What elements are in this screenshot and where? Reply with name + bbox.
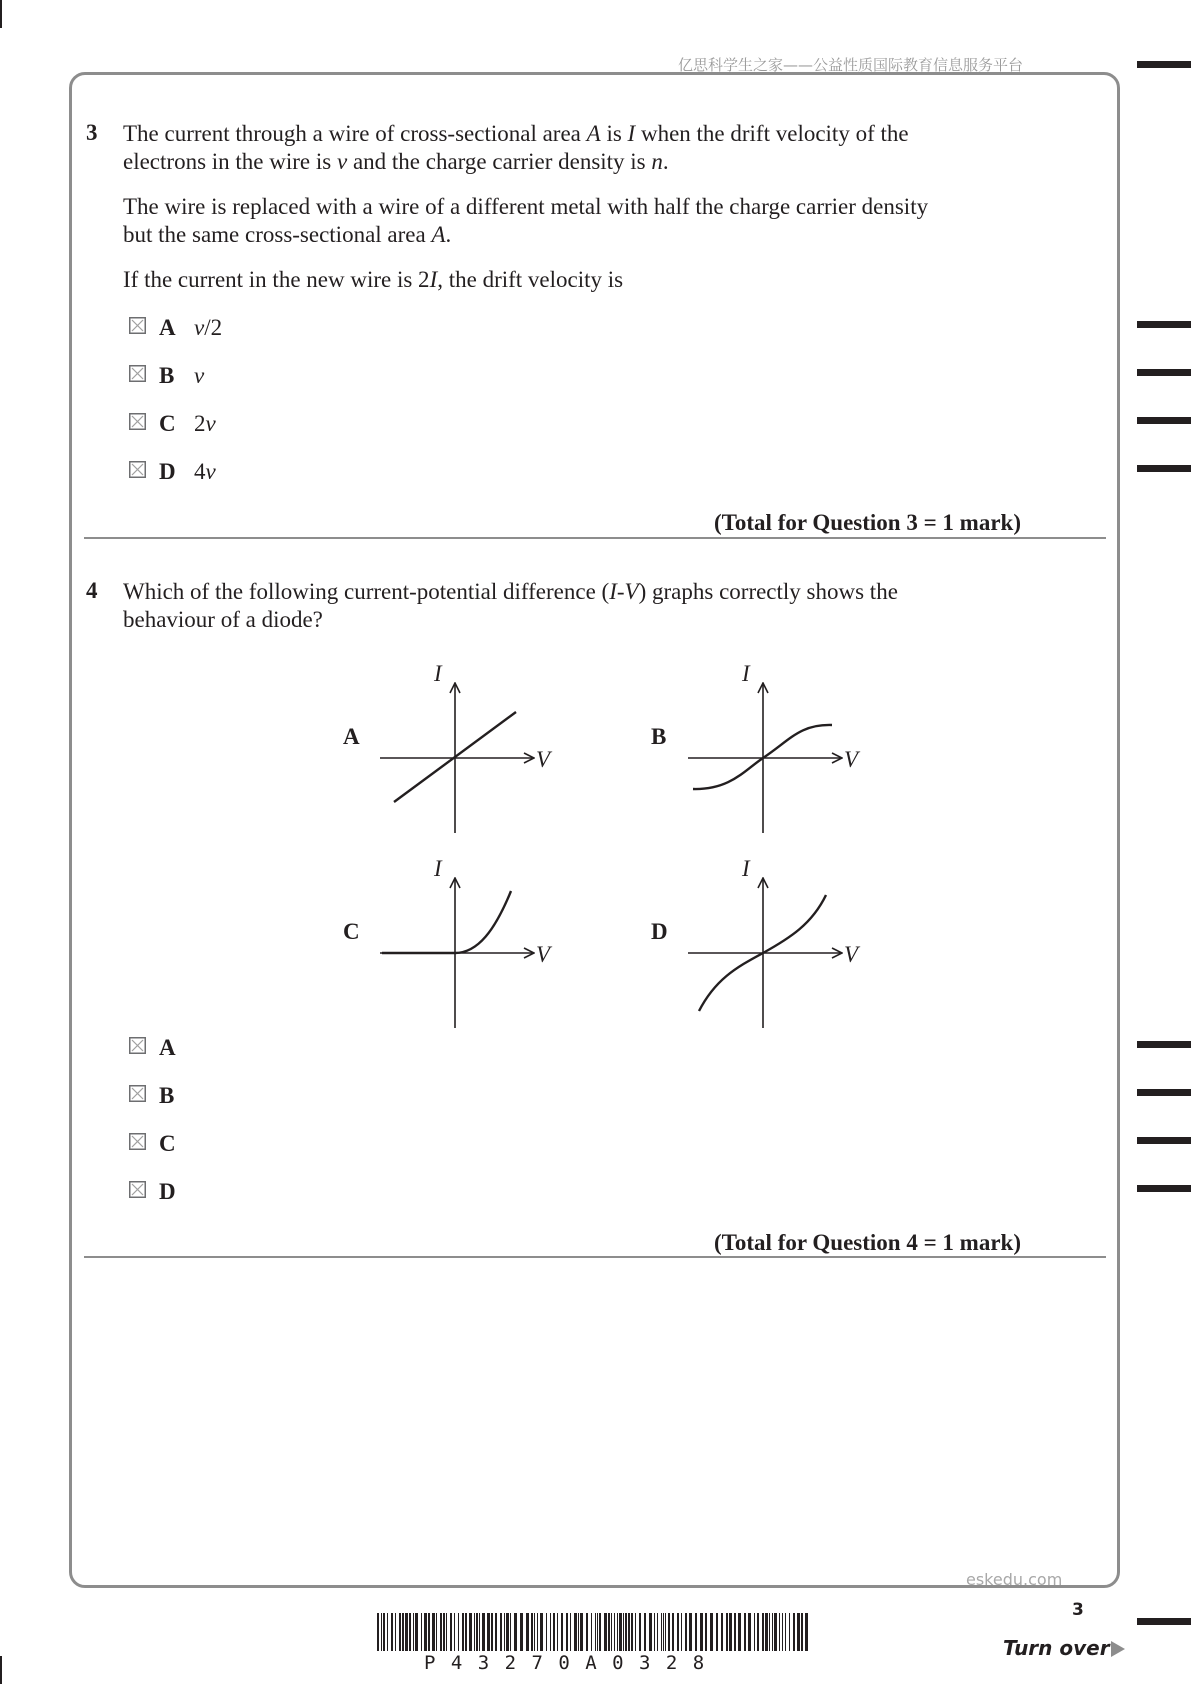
header-watermark: 亿思科学生之家——公益性质国际教育信息服务平台 (678, 56, 1024, 74)
checkbox-icon[interactable] (129, 1085, 146, 1102)
barcode-bar (531, 1613, 533, 1651)
barcode-bar (377, 1613, 379, 1651)
barcode-bar (657, 1613, 658, 1651)
option-text: v/2 (194, 315, 223, 340)
barcode-bar (805, 1613, 808, 1651)
barcode-bar (432, 1613, 435, 1651)
page-number: 3 (1072, 1600, 1084, 1620)
barcode-bar (546, 1613, 547, 1651)
barcode-bar (395, 1613, 396, 1651)
option-text: v (194, 363, 205, 388)
barcode-bar (744, 1613, 746, 1651)
barcode-bar (595, 1613, 596, 1651)
question-text: Which of the following current-potential difference (I-V) graphs correctly shows the (123, 579, 898, 604)
barcode-bar (415, 1613, 418, 1651)
graph-label: C (343, 919, 360, 944)
graph-b-x-label: V (844, 747, 859, 772)
barcode-bar (738, 1613, 741, 1651)
barcode-bar (462, 1613, 464, 1651)
checkbox-icon[interactable] (129, 1037, 146, 1054)
barcode-bar (611, 1613, 612, 1651)
question-text: electrons in the wire is v and the charge carrier density is n. (123, 149, 669, 174)
barcode-bar (685, 1613, 687, 1651)
option-letter: B (159, 363, 175, 388)
barcode-bar (631, 1613, 633, 1651)
barcode (375, 1613, 813, 1657)
barcode-bar (721, 1613, 723, 1651)
barcode-bar (440, 1613, 442, 1651)
barcode-bar (785, 1613, 786, 1651)
graph-label: B (651, 724, 667, 749)
barcode-bar (772, 1613, 773, 1651)
barcode-bar (381, 1613, 382, 1651)
barcode-bar (586, 1613, 588, 1651)
graph-label: D (651, 919, 668, 944)
barcode-bar (700, 1613, 703, 1651)
barcode-bar (754, 1613, 755, 1651)
barcode-bar (443, 1613, 445, 1651)
checkbox-icon[interactable] (129, 1181, 146, 1198)
barcode-bar (561, 1613, 563, 1651)
barcode-bar (566, 1613, 568, 1651)
barcode-bar (710, 1613, 713, 1651)
barcode-bar (599, 1613, 601, 1651)
barcode-bar (635, 1613, 636, 1651)
barcode-bar (779, 1613, 780, 1651)
barcode-bar (391, 1613, 393, 1651)
barcode-bar (421, 1613, 422, 1651)
option-letter: A (159, 315, 176, 340)
option-letter: A (159, 1035, 176, 1060)
graph-c-x-label: V (536, 942, 551, 967)
graph-d-y-label: I (742, 856, 750, 881)
barcode-bar (500, 1613, 502, 1651)
option-text: 2v (194, 411, 216, 436)
barcode-bar (782, 1613, 783, 1651)
barcode-bar (617, 1613, 618, 1651)
barcode-bar (458, 1613, 459, 1651)
turn-over-arrow-icon (1110, 1640, 1126, 1658)
graph-b-y-label: I (742, 661, 750, 686)
barcode-bar (619, 1613, 622, 1651)
barcode-text: P 4 3 2 7 0 A 0 3 2 8 (424, 1652, 707, 1674)
barcode-bar (387, 1613, 388, 1651)
barcode-bar (769, 1613, 770, 1651)
barcode-bar (402, 1613, 404, 1651)
barcode-bar (639, 1613, 641, 1651)
barcode-bar (446, 1613, 447, 1651)
barcode-bar (574, 1613, 577, 1651)
barcode-bar (526, 1613, 529, 1651)
barcode-bar (654, 1613, 655, 1651)
barcode-bar (716, 1613, 718, 1651)
barcode-bar (540, 1613, 543, 1651)
barcode-bar (649, 1613, 652, 1651)
barcode-bar (726, 1613, 728, 1651)
barcode-bar (677, 1613, 679, 1651)
barcode-bar (491, 1613, 493, 1651)
option-letter: C (159, 1131, 176, 1156)
question-text: The wire is replaced with a wire of a different metal with half the charge carrier density (123, 194, 929, 219)
barcode-bar (644, 1613, 646, 1651)
barcode-bar (668, 1613, 670, 1651)
question-text: but the same cross-sectional area A. (123, 222, 452, 247)
graph-a-x-label: V (536, 747, 551, 772)
option-letter: B (159, 1083, 175, 1108)
barcode-bar (789, 1613, 790, 1651)
barcode-bar (705, 1613, 707, 1651)
barcode-bar (510, 1613, 511, 1651)
barcode-bar (454, 1613, 455, 1651)
barcode-bar (628, 1613, 630, 1651)
barcode-bar (520, 1613, 523, 1651)
option-letter: C (159, 411, 176, 436)
barcode-bar (413, 1613, 414, 1651)
barcode-bar (604, 1613, 607, 1651)
barcode-bar (695, 1613, 697, 1651)
barcode-bar (474, 1613, 475, 1651)
barcode-bar (550, 1613, 551, 1651)
barcode-bar (570, 1613, 571, 1651)
question-total: (Total for Question 4 = 1 mark) (714, 1230, 1021, 1255)
barcode-bar (597, 1613, 598, 1651)
barcode-bar (793, 1613, 795, 1651)
barcode-bar (450, 1613, 452, 1651)
barcode-bar (487, 1613, 490, 1651)
barcode-bar (482, 1613, 485, 1651)
barcode-bar (504, 1613, 505, 1651)
barcode-bar (797, 1613, 800, 1651)
barcode-bar (729, 1613, 732, 1651)
barcode-bar (665, 1613, 666, 1651)
barcode-bar (534, 1613, 535, 1651)
graph-a (380, 661, 553, 833)
graph-a-y-label: I (434, 661, 442, 686)
barcode-bar (465, 1613, 467, 1651)
graph-c (380, 856, 553, 1028)
barcode-bar (608, 1613, 610, 1651)
barcode-bar (537, 1613, 538, 1651)
barcode-bar (557, 1613, 558, 1651)
turn-over-text: Turn over (1003, 1636, 1110, 1660)
question-divider (84, 1256, 1106, 1258)
barcode-bar (801, 1613, 803, 1651)
barcode-bar (506, 1613, 509, 1651)
graph-d-x-label: V (844, 942, 859, 967)
graph-c-curve (382, 891, 511, 953)
barcode-bar (681, 1613, 682, 1651)
barcode-bar (625, 1613, 627, 1651)
question-number: 4 (86, 578, 98, 603)
barcode-bar (748, 1613, 751, 1651)
question-text: behaviour of a diode? (123, 607, 323, 632)
barcode-bar (614, 1613, 615, 1651)
barcode-bar (774, 1613, 777, 1651)
barcode-bar (428, 1613, 430, 1651)
barcode-bar (757, 1613, 759, 1651)
barcode-bar (479, 1613, 480, 1651)
checkbox-icon[interactable] (129, 1133, 146, 1150)
barcode-bar (436, 1613, 437, 1651)
question-number: 3 (86, 120, 98, 145)
barcode-bar (689, 1613, 692, 1651)
barcode-bar (762, 1613, 764, 1651)
barcode-bar (495, 1613, 497, 1651)
graph-d (688, 856, 861, 1028)
barcode-bar (405, 1613, 408, 1651)
barcode-bar (591, 1613, 592, 1651)
option-letter: D (159, 1179, 176, 1204)
barcode-bar (409, 1613, 411, 1651)
barcode-bar (623, 1613, 624, 1651)
barcode-bar (765, 1613, 768, 1651)
graph-label: A (343, 724, 360, 749)
option-text: 4v (194, 459, 216, 484)
barcode-bar (734, 1613, 736, 1651)
question-total: (Total for Question 3 = 1 mark) (714, 510, 1021, 535)
barcode-bar (383, 1613, 385, 1651)
barcode-bar (672, 1613, 674, 1651)
barcode-bar (663, 1613, 664, 1651)
barcode-bar (469, 1613, 472, 1651)
graph-c-y-label: I (434, 856, 442, 881)
barcode-bar (399, 1613, 401, 1651)
site-watermark: eskedu.com (966, 1570, 1063, 1589)
option-letter: D (159, 459, 176, 484)
barcode-bar (578, 1613, 579, 1651)
graph-b (688, 661, 861, 833)
barcode-bar (476, 1613, 478, 1651)
barcode-bar (553, 1613, 555, 1651)
barcode-bar (514, 1613, 517, 1651)
barcode-bar (661, 1613, 662, 1651)
question-text: If the current in the new wire is 2I, the drift velocity is (123, 267, 624, 292)
question-text: The current through a wire of cross-sectional area A is I when the drift velocity of the (123, 121, 909, 146)
barcode-bar (580, 1613, 583, 1651)
barcode-bar (424, 1613, 427, 1651)
